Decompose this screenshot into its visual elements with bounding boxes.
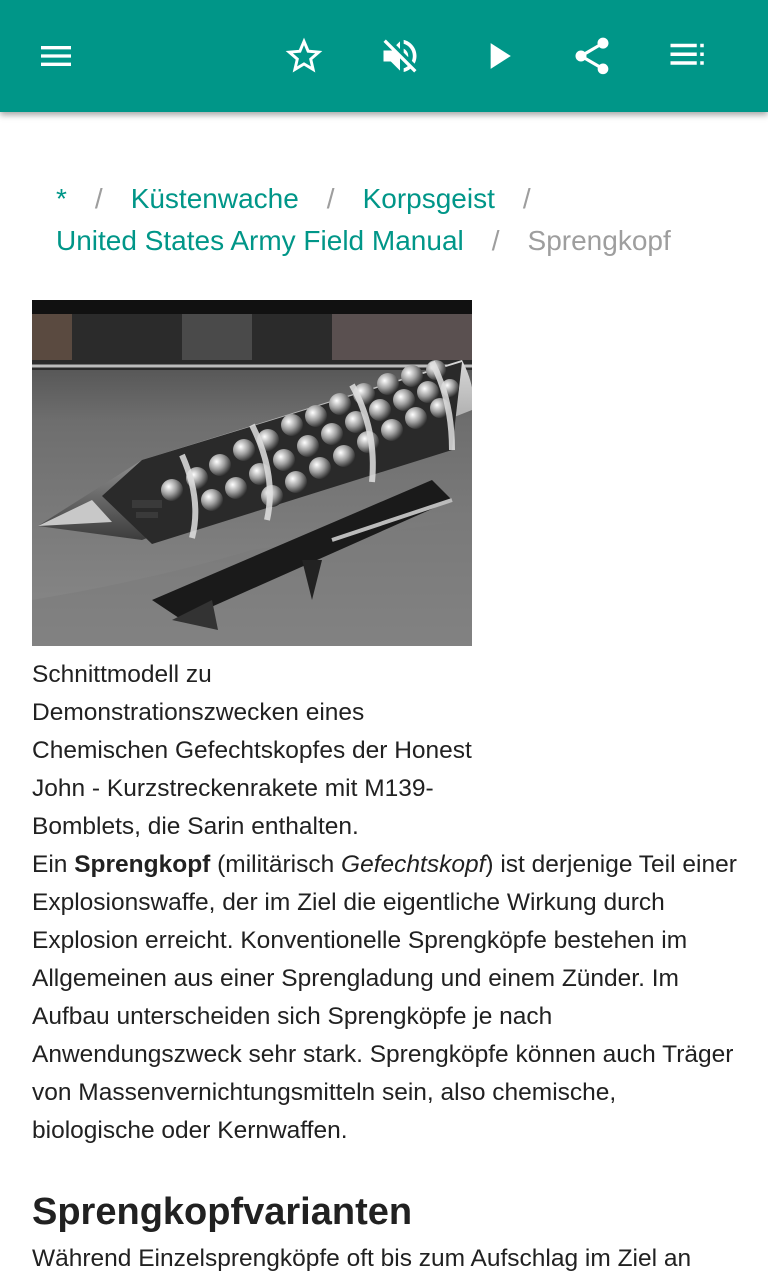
app-toolbar — [0, 0, 768, 112]
intro-rest: ) ist derjenige Teil einer Explosionswaffe, der im Ziel die eigentliche Wirkung durch Explosion erreicht. Konventionelle Sprengköpfe bestehen im Allgemeinen aus einer Sprengladung und einem Zünder. Im Aufbau unterscheiden sich Sprengköpfe je nach Anwendungszweck sehr stark. Sprengköpfe können auch Träger von Massenvernichtungsmitteln sein, also chemische, biologische oder Kernwaffen. — [32, 851, 737, 1144]
breadcrumb-separator: / — [326, 183, 335, 214]
intro-bold-term: Sprengkopf — [74, 851, 211, 878]
breadcrumb-separator: / — [491, 225, 500, 256]
intro-mid: (militärisch — [210, 851, 342, 878]
section-heading: Sprengkopfvarianten — [32, 1191, 413, 1233]
breadcrumb-current: Sprengkopf — [527, 225, 671, 256]
intro-italic-term: Gefechtskopf — [341, 851, 486, 878]
warhead-photo[interactable] — [32, 300, 472, 646]
star-outline-icon[interactable] — [276, 28, 332, 84]
breadcrumb-item-field-manual[interactable]: United States Army Field Manual — [56, 225, 464, 256]
breadcrumb-separator: / — [94, 183, 103, 214]
breadcrumb-separator: / — [522, 183, 531, 214]
breadcrumb-item-home[interactable]: * — [56, 183, 67, 214]
intro-paragraph — [32, 846, 744, 1150]
article-content — [0, 112, 768, 1280]
play-icon[interactable] — [470, 28, 526, 84]
volume-off-icon[interactable] — [372, 28, 428, 84]
section-paragraph: Während Einzelsprengköpfe oft bis zum Aufschlag im Ziel an — [32, 1245, 692, 1272]
playlist-icon[interactable] — [660, 28, 716, 84]
breadcrumb — [56, 178, 736, 262]
intro-prefix: Ein — [32, 851, 75, 878]
menu-icon[interactable] — [28, 28, 84, 84]
image-caption: Schnittmodell zu Demonstrationszwecken eines Chemischen Gefechtskopfes der Honest John - Kurzstreckenrakete mit M139-Bomblets, die Sarin enthalten. — [32, 661, 472, 840]
breadcrumb-item-kuestenwache[interactable]: Küstenwache — [130, 183, 299, 214]
breadcrumb-item-korpsgeist[interactable]: Korpsgeist — [362, 183, 495, 214]
share-icon[interactable] — [564, 28, 620, 84]
